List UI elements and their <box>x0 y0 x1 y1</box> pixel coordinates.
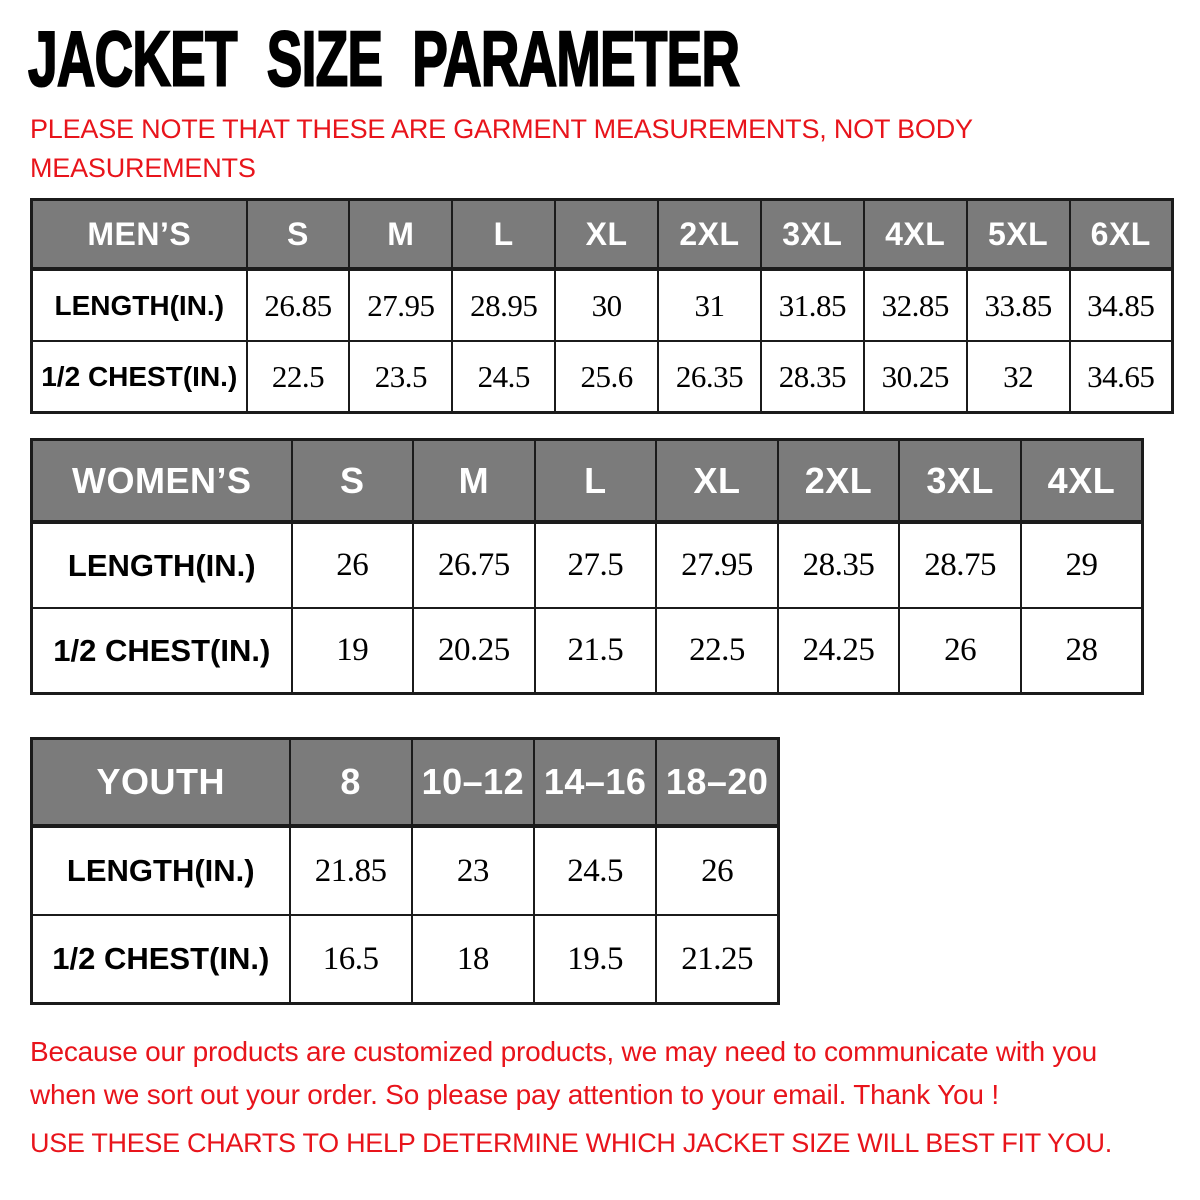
value-cell: 22.5 <box>656 608 778 694</box>
size-header-cell: 3XL <box>899 440 1021 523</box>
size-header-cell: 5XL <box>967 200 1070 270</box>
womens-length-row <box>32 522 1143 608</box>
size-header-cell: 2XL <box>778 440 900 523</box>
value-cell: 21.85 <box>290 826 412 915</box>
value-cell: 27.95 <box>349 269 452 341</box>
value-cell: 28.95 <box>452 269 555 341</box>
garment-measurement-note-line: PLEASE NOTE THAT THESE ARE GARMENT MEASUREMENTS, NOT BODY <box>30 114 973 144</box>
garment-measurement-note-line: MEASUREMENTS <box>30 153 256 183</box>
size-header-cell: XL <box>656 440 778 523</box>
size-header-cell: 8 <box>290 739 412 827</box>
row-label-cell: 1/2 CHEST(IN.) <box>32 608 292 694</box>
value-cell: 24.5 <box>452 341 555 413</box>
size-header-cell: 2XL <box>658 200 761 270</box>
size-header-cell: S <box>247 200 350 270</box>
size-header-cell: 3XL <box>761 200 864 270</box>
value-cell: 34.65 <box>1070 341 1173 413</box>
value-cell: 26 <box>656 826 778 915</box>
size-header-cell: 6XL <box>1070 200 1173 270</box>
value-cell: 26 <box>292 522 414 608</box>
value-cell: 20.25 <box>413 608 535 694</box>
value-cell: 29 <box>1021 522 1143 608</box>
row-label-cell: 1/2 CHEST(IN.) <box>32 915 290 1004</box>
size-header-cell: M <box>413 440 535 523</box>
mens-header-row <box>32 200 1173 270</box>
value-cell: 26.35 <box>658 341 761 413</box>
size-header-cell: L <box>452 200 555 270</box>
value-cell: 24.5 <box>534 826 656 915</box>
size-header-cell: 10–12 <box>412 739 534 827</box>
customization-notice <box>30 1030 1190 1116</box>
value-cell: 31 <box>658 269 761 341</box>
value-cell: 30 <box>555 269 658 341</box>
youth-chest-row <box>32 915 779 1004</box>
value-cell: 25.6 <box>555 341 658 413</box>
size-header-cell: M <box>349 200 452 270</box>
value-cell: 28.75 <box>899 522 1021 608</box>
value-cell: 18 <box>412 915 534 1004</box>
customization-notice-line: when we sort out your order. So please pay attention to your email. Thank You ! <box>30 1079 999 1110</box>
youth-table-title-cell: YOUTH <box>32 739 290 827</box>
value-cell: 16.5 <box>290 915 412 1004</box>
garment-measurement-note <box>30 110 973 188</box>
value-cell: 21.5 <box>535 608 657 694</box>
value-cell: 22.5 <box>247 341 350 413</box>
value-cell: 27.95 <box>656 522 778 608</box>
customization-notice-line: Because our products are customized products, we may need to communicate with you <box>30 1036 1098 1067</box>
value-cell: 27.5 <box>535 522 657 608</box>
value-cell: 24.25 <box>778 608 900 694</box>
value-cell: 26 <box>899 608 1021 694</box>
value-cell: 28 <box>1021 608 1143 694</box>
youth-size-table <box>30 737 780 1005</box>
womens-chest-row <box>32 608 1143 694</box>
row-label-cell: LENGTH(IN.) <box>32 269 247 341</box>
value-cell: 31.85 <box>761 269 864 341</box>
size-header-cell: S <box>292 440 414 523</box>
size-header-cell: L <box>535 440 657 523</box>
size-header-cell: 4XL <box>1021 440 1143 523</box>
row-label-cell: LENGTH(IN.) <box>32 522 292 608</box>
size-header-cell: 18–20 <box>656 739 778 827</box>
value-cell: 32 <box>967 341 1070 413</box>
value-cell: 28.35 <box>778 522 900 608</box>
value-cell: 19 <box>292 608 414 694</box>
chart-usage-note: USE THESE CHARTS TO HELP DETERMINE WHICH JACKET SIZE WILL BEST FIT YOU. <box>30 1128 1112 1158</box>
womens-header-row <box>32 440 1143 523</box>
page-title: JACKET SIZE PARAMETER <box>28 15 740 103</box>
womens-size-table <box>30 438 1144 695</box>
value-cell: 33.85 <box>967 269 1070 341</box>
youth-length-row <box>32 826 779 915</box>
value-cell: 28.35 <box>761 341 864 413</box>
value-cell: 19.5 <box>534 915 656 1004</box>
value-cell: 30.25 <box>864 341 967 413</box>
mens-chest-row <box>32 341 1173 413</box>
value-cell: 26.85 <box>247 269 350 341</box>
row-label-cell: 1/2 CHEST(IN.) <box>32 341 247 413</box>
size-header-cell: 14–16 <box>534 739 656 827</box>
mens-length-row <box>32 269 1173 341</box>
value-cell: 21.25 <box>656 915 778 1004</box>
value-cell: 34.85 <box>1070 269 1173 341</box>
mens-table-title-cell: MEN’S <box>32 200 247 270</box>
value-cell: 23.5 <box>349 341 452 413</box>
mens-size-table <box>30 198 1174 414</box>
value-cell: 23 <box>412 826 534 915</box>
size-header-cell: 4XL <box>864 200 967 270</box>
youth-header-row <box>32 739 779 827</box>
size-header-cell: XL <box>555 200 658 270</box>
value-cell: 32.85 <box>864 269 967 341</box>
row-label-cell: LENGTH(IN.) <box>32 826 290 915</box>
womens-table-title-cell: WOMEN’S <box>32 440 292 523</box>
value-cell: 26.75 <box>413 522 535 608</box>
